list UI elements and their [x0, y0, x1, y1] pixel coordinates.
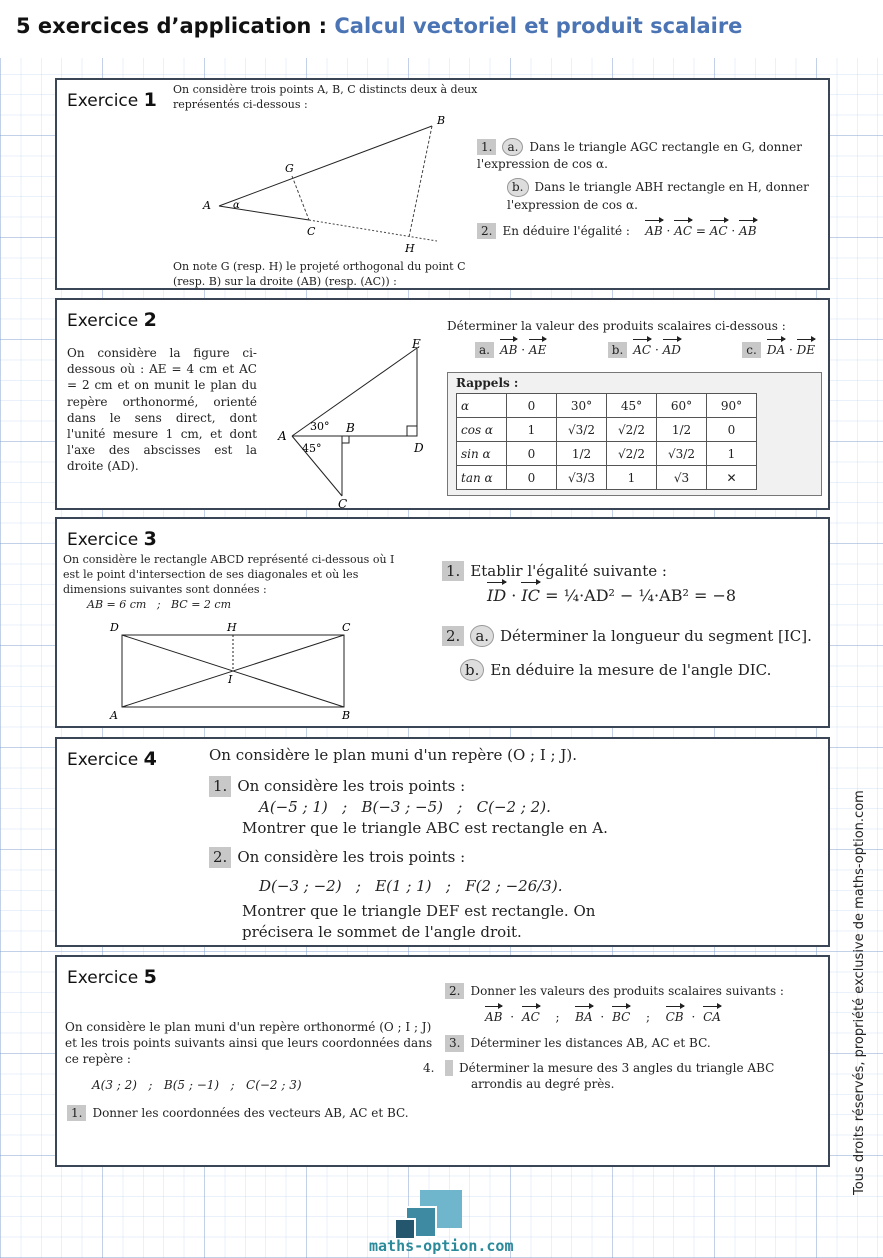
table-cell: 1/2	[557, 442, 607, 466]
svg-text:A: A	[110, 709, 118, 722]
table-row	[457, 394, 757, 418]
label-H: H	[405, 242, 415, 255]
figure-triangles	[272, 338, 452, 508]
label-B: B	[437, 114, 446, 127]
svg-text:D: D	[110, 621, 119, 634]
exercise-label: Exercice 2	[67, 309, 157, 331]
page-title	[0, 0, 883, 58]
exercise-label: Exercice 5	[67, 966, 157, 988]
copyright-text: Tous droits réservés, propriété exclusive de maths-option.com	[852, 790, 867, 1195]
table-cell: 1/2	[657, 418, 707, 442]
title-prefix: 5 exercices d’application :	[16, 14, 335, 38]
exercise-3	[55, 517, 830, 728]
title-topic: Calcul vectoriel et produit scalaire	[334, 14, 743, 38]
exercise-4	[55, 737, 830, 947]
exercise-5	[55, 955, 830, 1167]
table-cell: √2/2	[607, 442, 657, 466]
intro: On considère le rectangle ABCD représenté ci-dessous où I est le point d'intersection de ses diagonales et où les dimensions suivantes sont données :	[63, 553, 395, 596]
svg-text:I: I	[228, 673, 233, 686]
table-cell: √3/2	[557, 418, 607, 442]
label-B: B	[346, 421, 355, 435]
rappels-title: Rappels :	[456, 376, 519, 390]
trig-table	[456, 393, 757, 490]
exercise-label: Exercice 4	[67, 748, 157, 770]
svg-text:C: C	[342, 621, 351, 634]
table-cell: 45°	[607, 394, 657, 418]
figure-triangle	[197, 110, 497, 260]
label-45: 45°	[302, 442, 322, 455]
table-cell: √3/2	[657, 442, 707, 466]
table-cell: √2/2	[607, 418, 657, 442]
exercise-2	[55, 298, 830, 510]
table-cell: 1	[707, 442, 757, 466]
table-cell: α	[457, 394, 507, 418]
label-A: A	[278, 429, 287, 443]
table-cell: 0	[507, 442, 557, 466]
label-G: G	[285, 162, 294, 175]
products: a. AB · AE b. AC · AD c. DA · DE	[475, 342, 815, 358]
table-row	[457, 442, 757, 466]
exercise-1	[55, 78, 830, 290]
rappels-box	[447, 372, 822, 496]
table-cell: tan α	[457, 466, 507, 490]
label-E: E	[412, 338, 421, 351]
label-A: A	[203, 199, 211, 212]
table-row	[457, 418, 757, 442]
intro: On considère trois points A, B, C distincts deux à deux représentés ci-dessous :	[173, 83, 478, 111]
figure-rectangle	[102, 619, 362, 725]
table-cell: 0	[507, 394, 557, 418]
content: On considère le plan muni d'un repère (O ; I ; J). 1. On considère les trois points : A(−5 ; 1) ; B(−3 ; −5) ; C(−2 ; 2). Montrer que le triangle ABC est rectangle en A. 2. On considère les trois points : D(−3 ; −2) ; E(1 ; 1) ; F(2 ; −26/3). Montrer que le triangle DEF est rectangle. On précisera le sommet de l'angle droit.	[209, 746, 608, 941]
intro: On considère la figure ci-dessous où : AE = 4 cm et AC = 2 cm et on munit le plan du repère orthonormé, orienté dans le sens direct, dont l'unité mesure 1 cm, et dont l'axe des abscisses est la droite (AD).	[67, 346, 257, 474]
svg-text:B: B	[342, 709, 351, 722]
table-cell: √3	[657, 466, 707, 490]
table-cell: sin α	[457, 442, 507, 466]
table-cell: cos α	[457, 418, 507, 442]
table-cell: √3/3	[557, 466, 607, 490]
label-C: C	[338, 497, 348, 508]
table-cell: 0	[507, 466, 557, 490]
exercise-label: Exercice 1	[67, 89, 157, 111]
question-1: 1. Donner les coordonnées des vecteurs AB, AC et BC.	[67, 1105, 409, 1121]
table-cell: ✕	[707, 466, 757, 490]
questions: 1. a. Dans le triangle AGC rectangle en G, donner l'expression de cos α. b. Dans le triangle ABH rectangle en H, donner l'expression de cos α. 2. En déduire l'égalité : AB · AC = AC · AB	[477, 140, 809, 238]
label-30: 30°	[310, 420, 330, 433]
table-row	[457, 466, 757, 490]
table-cell: 0	[707, 418, 757, 442]
svg-text:H: H	[227, 621, 237, 634]
task: Déterminer la valeur des produits scalaires ci-dessous :	[447, 319, 786, 333]
logo-text: maths-option.com	[369, 1237, 514, 1255]
label-C: C	[307, 225, 316, 238]
label-alpha: α	[233, 200, 240, 211]
questions: 1. Etablir l'égalité suivante : ID · IC = ¼·AD² − ¼·AB² = −8 2. a. Déterminer la longueur du segment [IC]. b. En déduire la mesure de l'angle DIC.	[442, 561, 822, 681]
table-cell: 30°	[557, 394, 607, 418]
table-cell: 1	[507, 418, 557, 442]
intro: On considère le plan muni d'un repère orthonormé (O ; I ; J) et les trois points suivants ainsi que leurs coordonnées dans ce repère :	[65, 1020, 433, 1067]
questions-right: 2. Donner les valeurs des produits scalaires suivants : AB · AC ; BA · BC ; CB · CA 3. Déterminer les distances AB, AC et BC. 4. Déterminer la mesure des 3 angles du triangle ABC arrondis au degré près.	[423, 984, 784, 1091]
points: A(3 ; 2) ; B(5 ; −1) ; C(−2 ; 3)	[92, 1078, 302, 1092]
exercise-label: Exercice 3	[67, 528, 157, 550]
table-cell: 60°	[657, 394, 707, 418]
label-D: D	[414, 441, 424, 455]
note: On note G (resp. H) le projeté orthogonal du point C (resp. B) sur la droite (AB) (resp. (AC)) :	[173, 260, 466, 288]
table-cell: 90°	[707, 394, 757, 418]
dims: AB = 6 cm ; BC = 2 cm	[87, 598, 232, 611]
table-cell: 1	[607, 466, 657, 490]
